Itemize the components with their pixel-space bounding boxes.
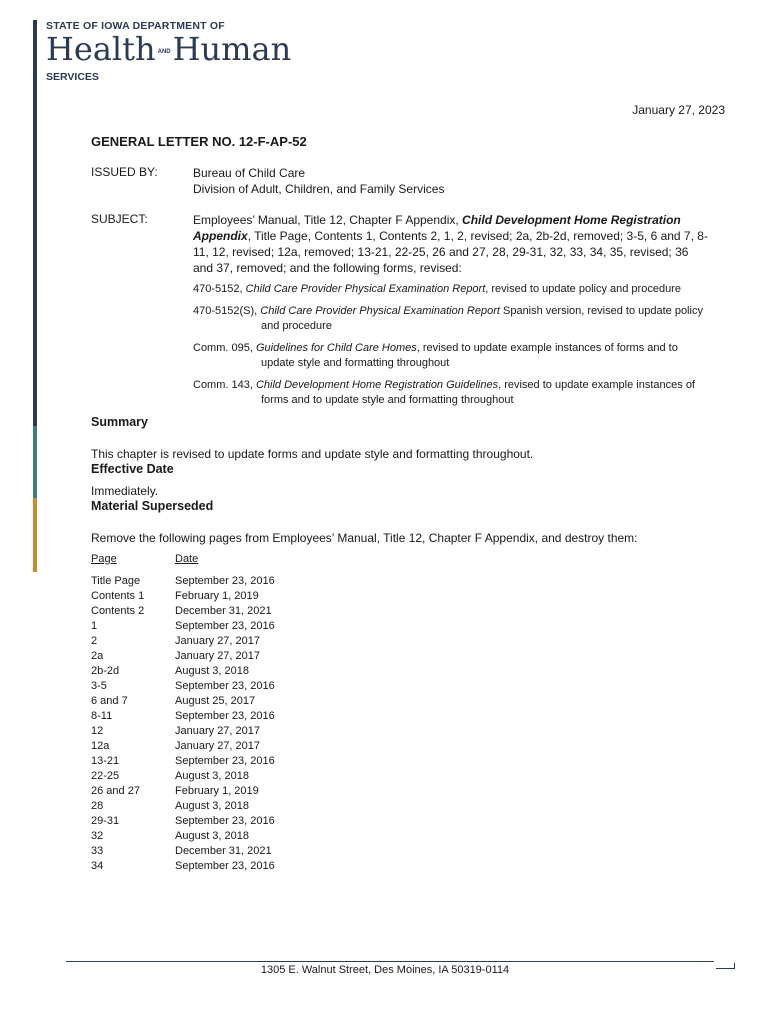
general-letter-number: GENERAL LETTER NO. 12-F-AP-52 [91, 134, 307, 149]
column-header-page: Page [91, 552, 117, 565]
table-row [91, 619, 275, 634]
form-item [193, 282, 711, 298]
table-row [91, 679, 275, 694]
logo-services: SERVICES [46, 70, 99, 83]
page-cell: 2b-2d [91, 664, 120, 677]
page-cell: 29-31 [91, 814, 120, 827]
form-description: , revised to update policy and procedure [485, 283, 681, 295]
form-item [193, 341, 711, 372]
table-row [91, 739, 275, 754]
issued-by-block [91, 165, 711, 197]
page-cell: 6 and 7 [91, 694, 128, 707]
form-title: Child Care Provider Physical Examination Report [260, 304, 500, 317]
page-cell: 3-5 [91, 679, 107, 692]
letter-date: January 27, 2023 [632, 103, 725, 117]
table-header-row [91, 552, 275, 574]
table-row [91, 649, 275, 664]
page-cell: 1 [91, 619, 98, 632]
date-cell: August 3, 2018 [175, 769, 250, 782]
page-cell: 32 [91, 829, 104, 842]
form-number: 470-5152(S), [193, 304, 261, 317]
page-cell: 34 [91, 859, 104, 872]
page-cell: 12 [91, 724, 104, 737]
form-description: , revised to update example instances of forms and to update style and formatting throughout [261, 341, 678, 369]
issued-by-line-1: Bureau of Child Care [193, 166, 306, 180]
superseded-intro: Remove the following pages from Employees’ Manual, Title 12, Chapter F Appendix, and destroy them: [91, 530, 638, 545]
logo-and: AND [157, 48, 171, 55]
date-cell: September 23, 2016 [175, 619, 275, 632]
effective-date-text: Immediately. [91, 483, 159, 498]
form-number: Comm. 143, [193, 378, 256, 391]
form-number: 470-5152, [193, 283, 246, 295]
page-cell: 22-25 [91, 769, 120, 782]
subject-appendix-title: Child Development Home Registration Appendix [193, 213, 681, 243]
form-number: Comm. 095, [193, 341, 256, 354]
table-row [91, 814, 275, 829]
letter-body [91, 134, 711, 874]
table-row [91, 784, 275, 799]
issued-by-value [193, 165, 711, 197]
page-cell: Title Page [91, 574, 141, 587]
agency-logo [46, 20, 291, 83]
superseded-pages-body [91, 574, 275, 874]
date-cell: December 31, 2021 [175, 604, 272, 617]
date-cell: December 31, 2021 [175, 844, 272, 857]
date-cell: August 3, 2018 [175, 664, 250, 677]
material-superseded-heading: Material Superseded [91, 498, 214, 513]
date-cell: August 3, 2018 [175, 799, 250, 812]
effective-date-heading: Effective Date [91, 461, 174, 476]
date-cell: February 1, 2019 [175, 784, 259, 797]
table-row [91, 664, 275, 679]
table-row [91, 754, 275, 769]
date-cell: September 23, 2016 [175, 679, 275, 692]
table-row [91, 709, 275, 724]
table-row [91, 829, 275, 844]
page-cell: Contents 1 [91, 589, 145, 602]
table-row [91, 694, 275, 709]
table-row [91, 574, 275, 589]
page-cell: 13-21 [91, 754, 120, 767]
date-cell: January 27, 2017 [175, 649, 261, 662]
logo-wordmark [46, 32, 291, 69]
page-cell: 28 [91, 799, 104, 812]
page-cell: 8-11 [91, 709, 113, 722]
superseded-pages-table [91, 552, 275, 874]
page-cell: Contents 2 [91, 604, 145, 617]
issued-by-label: ISSUED BY: [91, 165, 158, 179]
summary-text: This chapter is revised to update forms and update style and formatting throughout. [91, 446, 534, 461]
page-cell: 26 and 27 [91, 784, 140, 797]
date-cell: August 3, 2018 [175, 829, 250, 842]
table-row [91, 604, 275, 619]
page-cell: 12a [91, 739, 110, 752]
page-cell: 33 [91, 844, 104, 857]
form-title: Child Development Home Registration Guidelines [255, 378, 499, 391]
subject-label: SUBJECT: [91, 212, 148, 226]
date-cell: September 23, 2016 [175, 754, 275, 767]
table-row [91, 844, 275, 859]
accent-bar-teal [33, 426, 37, 498]
subject-prefix: Employees’ Manual, Title 12, Chapter F Appendix, [193, 213, 463, 227]
page-cell: 2a [91, 649, 104, 662]
table-row [91, 799, 275, 814]
summary-heading: Summary [91, 414, 148, 429]
form-item [193, 304, 711, 335]
form-description: Spanish version, revised to update policy and procedure [261, 304, 703, 332]
subject-block [91, 212, 711, 276]
logo-human: Human [172, 30, 292, 68]
footer-address: 1305 E. Walnut Street, Des Moines, IA 50319-0114 [260, 964, 510, 976]
subject-suffix: , Title Page, Contents 1, Contents 2, 1, 2, revised; 2a, 2b-2d, removed; 3-5, 6 and 7, 8-11, 12, revised; 12a, removed; 13-21, 22-25, 26 and 27, 28, 29-31, 32, 33, 34, 35, revised; 36 and 37, removed; and the following forms, revised: [193, 229, 708, 275]
issued-by-line-2: Division of Adult, Children, and Family Services [193, 182, 445, 196]
form-item [193, 378, 711, 409]
form-title: Child Care Provider Physical Examination Report [245, 283, 486, 295]
date-cell: September 23, 2016 [175, 574, 275, 587]
table-row [91, 634, 275, 649]
date-cell: February 1, 2019 [175, 589, 259, 602]
date-cell: September 23, 2016 [175, 814, 275, 827]
table-row [91, 724, 275, 739]
date-cell: September 23, 2016 [175, 859, 275, 872]
date-cell: August 25, 2017 [175, 694, 256, 707]
form-title: Guidelines for Child Care Homes [255, 341, 417, 354]
date-cell: January 27, 2017 [175, 724, 261, 737]
table-row [91, 589, 275, 604]
table-row [91, 859, 275, 874]
logo-health: Health [46, 30, 156, 68]
accent-bar-gold [33, 498, 37, 572]
logo-agency-line: STATE OF IOWA DEPARTMENT OF [46, 20, 225, 32]
subject-value [193, 212, 711, 276]
date-cell: January 27, 2017 [175, 739, 261, 752]
accent-bar [33, 20, 37, 572]
column-header-date: Date [175, 552, 199, 565]
form-description: , revised to update example instances of forms and to update style and formatting throughout [261, 378, 695, 406]
date-cell: January 27, 2017 [175, 634, 261, 647]
footer-divider [66, 961, 714, 962]
accent-bar-navy [33, 20, 37, 426]
date-cell: September 23, 2016 [175, 709, 275, 722]
revised-forms-list [193, 282, 711, 409]
page-cell: 2 [91, 634, 98, 647]
table-row [91, 769, 275, 784]
